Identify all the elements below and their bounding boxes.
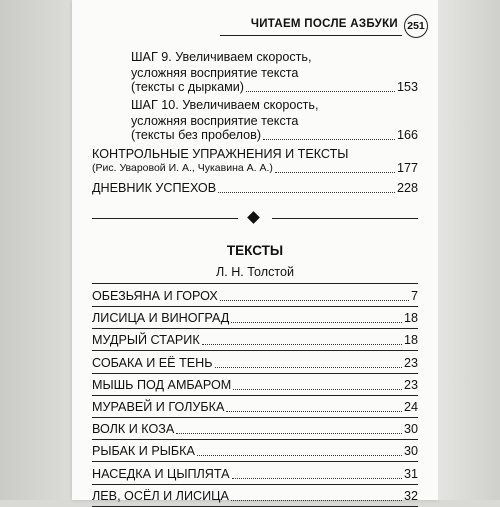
story-rule (92, 328, 418, 329)
story-page: 30 (403, 444, 418, 459)
leader-dots (220, 299, 409, 301)
toc-diary-page: 228 (396, 181, 418, 195)
story-rule (92, 461, 418, 462)
toc-step10-entry[interactable] (131, 127, 418, 143)
leader-dots (176, 432, 402, 434)
leader-dots (232, 477, 402, 479)
story-page: 24 (403, 400, 418, 414)
toc-control-line1: КОНТРОЛЬНЫЕ УПРАЖНЕНИЯ И ТЕКСТЫ (92, 147, 349, 161)
leader-dots (263, 138, 395, 140)
page-number-badge: 251 (404, 14, 428, 38)
story-rule (92, 350, 418, 351)
adjacent-page-left (0, 0, 72, 500)
story-title: ОБЕЗЬЯНА И ГОРОХ (92, 289, 218, 303)
story-rule (92, 439, 418, 440)
story-title: МУРАВЕЙ И ГОЛУБКА (92, 400, 225, 414)
story-title: СОБАКА И ЕЁ ТЕНЬ (92, 355, 213, 370)
section-divider (92, 212, 418, 224)
running-header (220, 14, 428, 38)
leader-dots (218, 191, 395, 193)
story-page: 7 (410, 289, 418, 303)
header-title: ЧИТАЕМ ПОСЛЕ АЗБУКИ (250, 18, 398, 30)
toc-step9-line2: усложняя восприятие текста (131, 66, 299, 80)
story-title: ЛЕВ, ОСЁЛ И ЛИСИЦА (92, 488, 229, 503)
story-title: НАСЕДКА И ЦЫПЛЯТА (92, 466, 230, 481)
story-page: 31 (403, 466, 418, 481)
story-page: 32 (403, 488, 418, 503)
story-page: 18 (403, 333, 418, 348)
story-rule (92, 306, 418, 307)
texts-author: Л. Н. Толстой (215, 265, 295, 279)
story-rule (92, 484, 418, 485)
leader-dots (231, 321, 402, 323)
toc-control-entry[interactable] (92, 160, 418, 176)
toc-step10-line1: ШАГ 10. Увеличиваем скорость, (131, 98, 319, 112)
story-page: 23 (403, 355, 418, 370)
story-entry[interactable] (92, 355, 418, 371)
story-entry[interactable] (92, 443, 418, 459)
story-title: РЫБАК И РЫБКА (92, 444, 195, 459)
story-title: МУДРЫЙ СТАРИК (92, 333, 200, 348)
story-entry[interactable] (92, 466, 418, 482)
story-rule (92, 373, 418, 374)
diamond-ornament-icon (247, 211, 260, 224)
leader-dots (197, 454, 402, 456)
leader-dots (275, 171, 395, 173)
toc-step9-page: 153 (396, 80, 418, 94)
leader-dots (215, 366, 402, 368)
story-title: МЫШЬ ПОД АМБАРОМ (92, 377, 232, 392)
leader-dots (246, 90, 395, 92)
adjacent-page-right (438, 0, 500, 500)
story-page: 30 (403, 422, 418, 437)
toc-step9-line3: (тексты с дырками) (131, 80, 244, 94)
story-entry[interactable] (92, 421, 418, 437)
toc-step10-line3: (тексты без пробелов) (131, 128, 262, 142)
story-title: ВОЛК И КОЗА (92, 422, 175, 437)
toc-step10-line2: усложняя восприятие текста (131, 114, 299, 128)
toc-control-page: 177 (396, 161, 418, 175)
story-entry[interactable] (92, 377, 418, 393)
story-entry[interactable] (92, 332, 418, 348)
story-entry[interactable] (92, 488, 418, 504)
story-entry[interactable] (92, 399, 418, 415)
story-rule (92, 395, 418, 396)
toc-diary-entry[interactable] (92, 180, 418, 196)
toc-control-line2: (Рис. Уваровой И. А., Чукавина А. А.) (92, 162, 273, 174)
story-rule (92, 417, 418, 418)
author-rule (92, 283, 418, 284)
toc-step10-page: 166 (396, 128, 418, 142)
story-title: ЛИСИЦА И ВИНОГРАД (92, 311, 230, 326)
story-entry[interactable] (92, 310, 418, 326)
leader-dots (233, 388, 402, 390)
leader-dots (202, 343, 402, 345)
leader-dots (226, 410, 402, 412)
story-page: 23 (403, 377, 418, 392)
toc-step9-entry[interactable] (131, 79, 418, 95)
header-rule (220, 35, 402, 36)
toc-diary-title: ДНЕВНИК УСПЕХОВ (92, 181, 217, 195)
texts-heading: ТЕКСТЫ (226, 243, 284, 258)
story-entry[interactable] (92, 288, 418, 304)
story-page: 18 (403, 311, 418, 326)
toc-step9-line1: ШАГ 9. Увеличиваем скорость, (131, 50, 312, 64)
